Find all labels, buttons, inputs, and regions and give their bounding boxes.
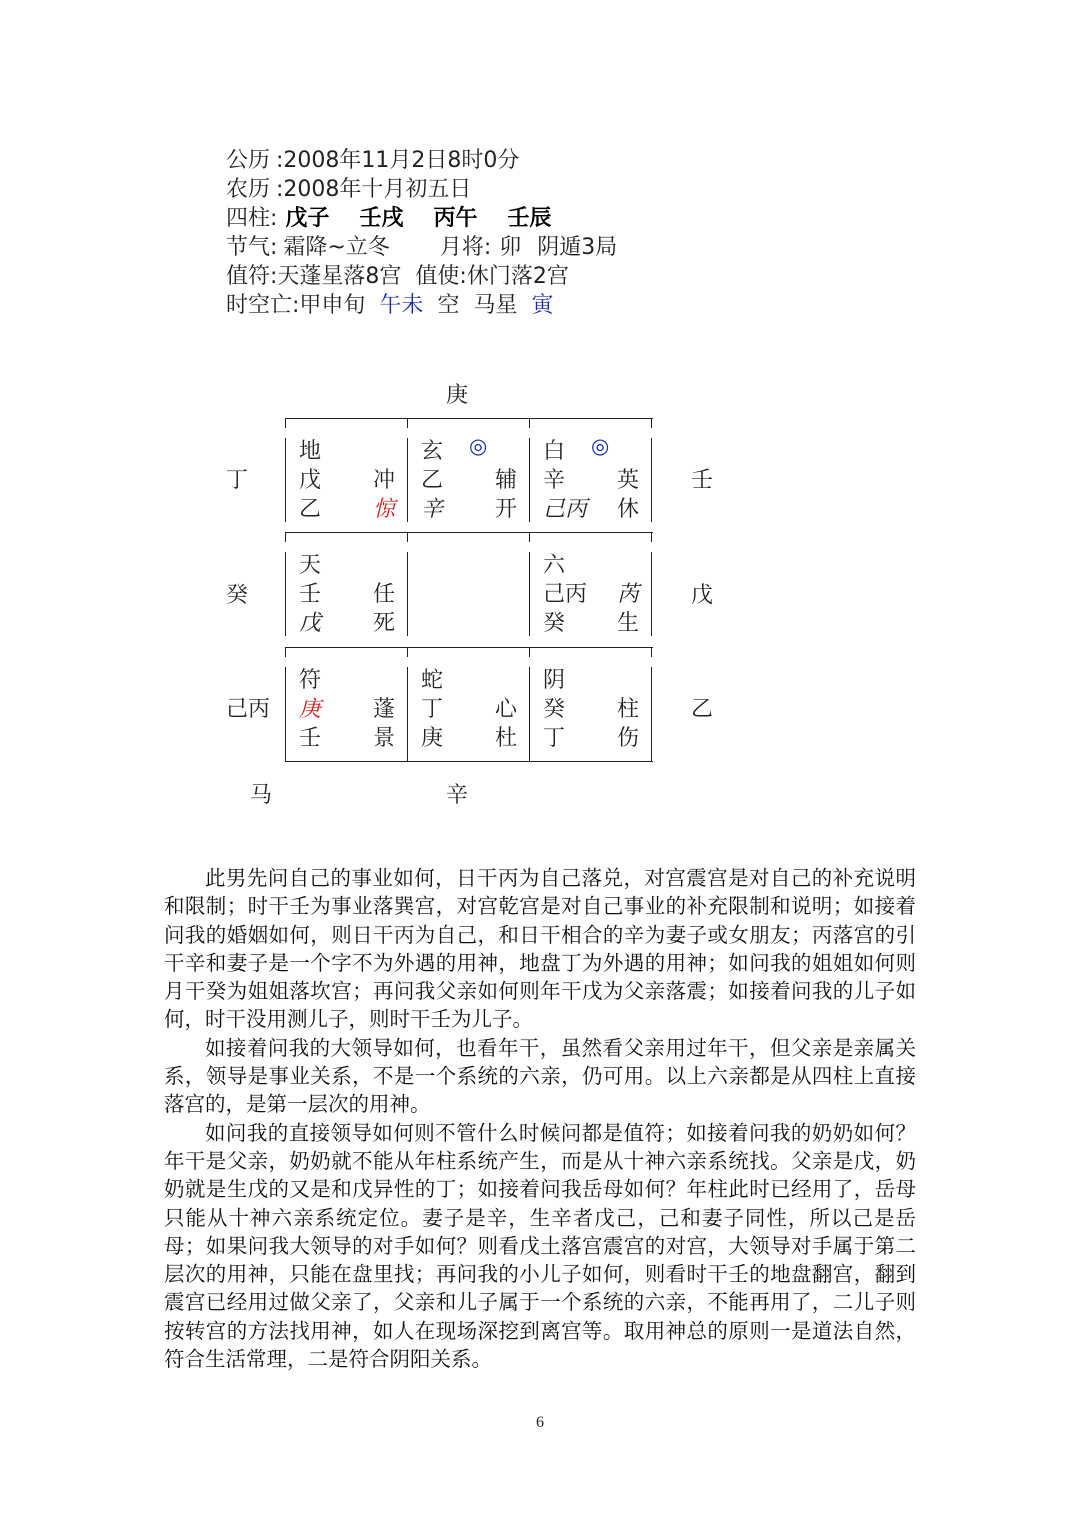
palace-star: 柱 [617, 697, 640, 722]
palace-star: 蓬 [373, 697, 396, 722]
horse-value: 寅 [531, 293, 554, 318]
kongwang-label: 时空亡:甲申旬 [226, 293, 366, 318]
grid-tick [407, 552, 408, 636]
pillar-month: 壬戌 [359, 206, 404, 231]
palace-god: 天 [299, 553, 322, 578]
palace-xun [285, 418, 407, 532]
grid-tick [651, 647, 652, 657]
lunar-value: :2008年十月初五日 [276, 177, 472, 202]
grid-tick [651, 532, 652, 542]
grid-tick [651, 418, 652, 428]
palace-earth-stem: 辛 [421, 497, 444, 522]
palace-star: 芮 [617, 582, 640, 607]
outer-bottom: 辛 [446, 783, 469, 808]
grid-line [285, 761, 653, 762]
palace-god: 六 [543, 553, 566, 578]
palace-sky-stem: 癸 [543, 697, 566, 722]
solar-label: 公历 [226, 148, 271, 173]
palace-sky-stem: 乙 [421, 468, 444, 493]
palace-zhen [285, 532, 407, 646]
palace-earth-stem: 己丙 [543, 497, 588, 522]
palace-dui [529, 532, 651, 646]
palace-sky-stem: 庚 [299, 697, 322, 722]
palace-star: 冲 [373, 468, 396, 493]
outer-left-mid: 癸 [226, 583, 249, 608]
palace-sky-stem: 戊 [299, 468, 322, 493]
paragraph: 此男先问自己的事业如何，日干丙为自己落兑，对宫震宫是对自己的补充说明和限制；时干壬为事业落巽宫，对宫乾宫是对自己事业的补充限制和说明；如接着问我的婚姻如何，则日干丙为自己，和日干相合的辛为妻子或女朋友；丙落宫的引干辛和妻子是一个字不为外遇的用神，地盘丁为外遇的用神；如问我的姐姐如何则月干癸为姐姐落坎宫；再问我父亲如何则年干戊为父亲落震；如接着问我的儿子如何，时干没用测儿子，则时干壬为儿子。 [164, 866, 916, 1032]
article-body [164, 864, 916, 1373]
outer-left-bottom: 己丙 [226, 697, 271, 722]
marker-icon: ◎ [591, 434, 610, 458]
palace-door: 伤 [617, 726, 640, 751]
palace-qian [529, 647, 651, 761]
palace-sky-stem: 丁 [421, 697, 444, 722]
palace-kan [407, 647, 529, 761]
solar-value: :2008年11月2日8时0分 [276, 148, 520, 173]
outer-right-mid: 戊 [691, 583, 714, 608]
kongwang-value: 午未 [379, 293, 424, 318]
palace-god: 蛇 [421, 668, 444, 693]
palace-kun [529, 418, 651, 532]
lunar-label: 农历 [226, 177, 271, 202]
palace-li [407, 418, 529, 532]
month-general-label: 月将: [439, 235, 492, 260]
palace-door: 死 [373, 611, 396, 636]
solar-term-value: 霜降~立冬 [283, 235, 390, 260]
palace-god: 地 [299, 439, 322, 464]
palace-sky-stem: 己丙 [543, 582, 588, 607]
palace-door: 景 [373, 726, 396, 751]
palace-door: 生 [617, 611, 640, 636]
palace-grid [285, 418, 653, 762]
palace-earth-stem: 癸 [543, 611, 566, 636]
palace-gen [285, 647, 407, 761]
palace-door: 惊 [373, 497, 396, 522]
zhifu-value: 值符:天蓬星落8宫 [226, 264, 402, 289]
palace-star: 心 [495, 697, 518, 722]
ju-value: 阴遁3局 [537, 235, 618, 260]
palace-earth-stem: 乙 [299, 497, 322, 522]
outer-top: 庚 [446, 383, 469, 408]
palace-sky-stem: 壬 [299, 582, 322, 607]
palace-star: 英 [617, 468, 640, 493]
palace-earth-stem: 戊 [299, 611, 322, 636]
palace-god: 符 [299, 668, 322, 693]
palace-earth-stem: 庚 [421, 726, 444, 751]
pillar-hour: 壬辰 [507, 206, 552, 231]
palace-star: 任 [373, 582, 396, 607]
kong-label: 空 [437, 293, 460, 318]
pillar-day: 丙午 [433, 206, 478, 231]
pillar-year: 戊子 [285, 206, 330, 231]
outer-left-top: 丁 [226, 468, 249, 493]
outer-right-top: 壬 [691, 468, 714, 493]
grid-tick [651, 667, 652, 761]
pillars-label: 四柱: [226, 206, 278, 231]
page-number: 6 [536, 1414, 544, 1431]
paragraph: 如接着问我的大领导如何，也看年干，虽然看父亲用过年干，但父亲是亲属关系，领导是事业关系，不是一个系统的六亲，仍可用。以上六亲都是从四柱上直接落宫的，是第一层次的用神。 [164, 1035, 916, 1117]
palace-god: 白 [543, 439, 566, 464]
grid-tick [651, 438, 652, 522]
palace-sky-stem: 辛 [543, 468, 566, 493]
grid-tick [651, 552, 652, 636]
palace-earth-stem: 丁 [543, 726, 566, 751]
solar-term-label: 节气: [226, 235, 278, 260]
palace-door: 杜 [495, 726, 518, 751]
month-general-value: 卯 [499, 235, 522, 260]
zhishi-value: 值使:休门落2宫 [415, 264, 569, 289]
marker-icon: ◎ [469, 434, 488, 458]
palace-earth-stem: 壬 [299, 726, 322, 751]
outer-right-bottom: 乙 [691, 697, 714, 722]
palace-god: 玄 [421, 439, 444, 464]
palace-star: 辅 [495, 468, 518, 493]
horse-label: 马星 [473, 293, 518, 318]
palace-door: 开 [495, 497, 518, 522]
grid-tick [407, 532, 408, 542]
horse-marker: 马 [250, 783, 273, 808]
palace-door: 休 [617, 497, 640, 522]
paragraph: 如问我的直接领导如何则不管什么时候问都是值符；如接着问我的奶奶如何？年干是父亲，奶奶就不能从年柱系统产生，而是从十神六亲系统找。父亲是戊，奶奶就是生戊的又是和戊异性的丁；如接着问我岳母如何？年柱此时已经用了，岳母只能从十神六亲系统定位。妻子是辛，生辛者戊己，己和妻子同性，所以己是岳母；如果问我大领导的对手如何？则看戊土落宫震宫的对宫，大领导对手属于第二层次的用神，只能在盘里找；再问我的小儿子如何，则看时干壬的地盘翻宫，翻到震宫已经用过做父亲了，父亲和儿子属于一个系统的六亲，不能再用了，二儿子则按转宫的方法找用神，如人在现场深挖到离宫等。取用神总的原则一是道法自然，符合生活常理，二是符合阴阳关系。 [164, 1120, 916, 1372]
palace-god: 阴 [543, 668, 566, 693]
